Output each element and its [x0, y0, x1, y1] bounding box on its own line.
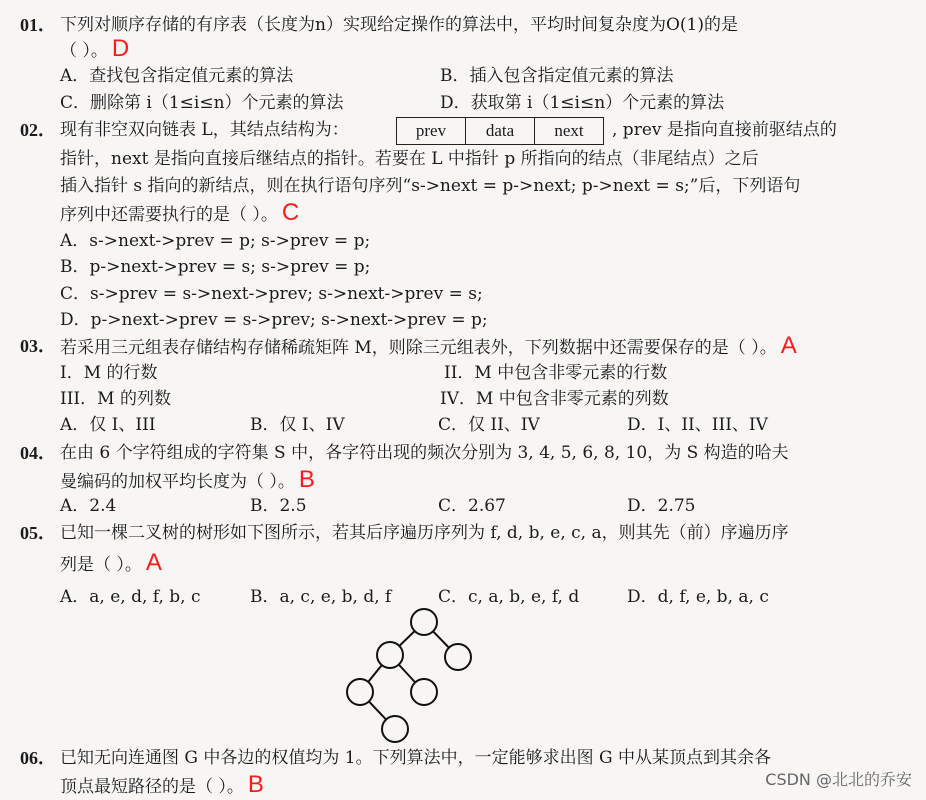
option: B．仅 I、IV [250, 415, 345, 435]
statement-item: I．M 的行数 [60, 363, 158, 383]
tree-node [377, 642, 403, 668]
option: A．s->next->prev = p; s->prev = p; [60, 231, 371, 251]
option: C．s->prev = s->next->prev; s->next->prev = s; [60, 284, 483, 304]
option: B．2.5 [250, 496, 307, 516]
question-number: 01． [20, 15, 56, 35]
answer-mark: A [780, 332, 797, 359]
question-stem: 已知一棵二叉树的树形如下图所示，若其后序遍历序列为 f, d, b, e, c, a，则其先（前）序遍历序 [60, 523, 789, 543]
node-field-prev: prev [397, 118, 466, 144]
watermark: CSDN @北北的乔安 [765, 770, 912, 789]
option: D．获取第 i（1≤i≤n）个元素的算法 [440, 93, 725, 113]
question-stem: 序列中还需要执行的是（ ）。 [60, 205, 278, 225]
option: A．a, e, d, f, b, c [60, 587, 201, 607]
question-number: 06． [20, 748, 56, 768]
question-stem: , prev 是指向直接前驱结点的 [612, 120, 837, 140]
answer-mark: B [298, 466, 315, 493]
option: B．p->next->prev = s; s->prev = p; [60, 257, 371, 277]
question-stem: 现有非空双向链表 L，其结点结构为： [60, 120, 349, 140]
tree-node [411, 679, 437, 705]
question-stem: （ ）。 [60, 41, 108, 61]
question-stem: 顶点最短路径的是（ ）。 [60, 777, 244, 797]
node-field-next: next [554, 121, 584, 140]
option: A．2.4 [60, 496, 117, 516]
tree-node [382, 716, 408, 742]
option: C．c, a, b, e, f, d [438, 587, 580, 607]
option: A．查找包含指定值元素的算法 [60, 66, 294, 86]
question-number: 05． [20, 523, 56, 543]
option: D．p->next->prev = s->prev; s->next->prev = p; [60, 310, 488, 330]
question-stem: 指针，next 是指向直接后继结点的指针。若要在 L 中指针 p 所指向的结点（非尾结点）之后 [60, 149, 759, 169]
option: B．a, c, e, b, d, f [250, 587, 392, 607]
option: D．I、II、III、IV [627, 415, 768, 435]
question-number: 02． [20, 120, 56, 140]
tree-node [347, 679, 373, 705]
node-field-data: data [466, 118, 535, 144]
question-number: 04． [20, 443, 56, 463]
question-stem: 在由 6 个字符组成的字符集 S 中，各字符出现的频次分别为 3, 4, 5, 6, 8, 10，为 S 构造的哈夫 [60, 443, 789, 463]
answer-mark: B [247, 771, 264, 798]
question-stem-row [60, 771, 264, 798]
tree-node [445, 644, 471, 670]
option: C．仅 II、IV [438, 415, 540, 435]
option: D．d, f, e, b, a, c [627, 587, 769, 607]
question-stem: 若采用三元组表存储结构存储稀疏矩阵 M，则除三元组表外，下列数据中还需要保存的是（ ）。 [60, 338, 777, 358]
question-stem: 曼编码的加权平均长度为（ ）。 [60, 472, 295, 492]
answer-mark: C [281, 199, 300, 226]
question-stem: 插入指针 s 指向的新结点，则在执行语句序列“s->next = p->next; p->next = s;”后，下列语句 [60, 176, 801, 196]
option: A．仅 I、III [60, 415, 156, 435]
option: D．2.75 [627, 496, 696, 516]
statement-item: III．M 的列数 [60, 389, 171, 409]
answer-mark: D [111, 35, 130, 62]
question-stem: 下列对顺序存储的有序表（长度为n）实现给定操作的算法中，平均时间复杂度为O(1)的是 [60, 15, 738, 35]
statement-item: IV．M 中包含非零元素的列数 [440, 389, 669, 409]
question-stem: 已知无向连通图 G 中各边的权值均为 1。下列算法中，一定能够求出图 G 中从某顶点到其余各 [60, 748, 771, 768]
answer-mark: A [145, 549, 162, 576]
option: B．插入包含指定值元素的算法 [440, 66, 674, 86]
question-number: 03． [20, 336, 56, 356]
question-stem: 列是（ ）。 [60, 555, 142, 575]
statement-item: II．M 中包含非零元素的行数 [444, 363, 668, 383]
option: C．删除第 i（1≤i≤n）个元素的算法 [60, 93, 344, 113]
tree-node [411, 609, 437, 635]
option: C．2.67 [438, 496, 506, 516]
